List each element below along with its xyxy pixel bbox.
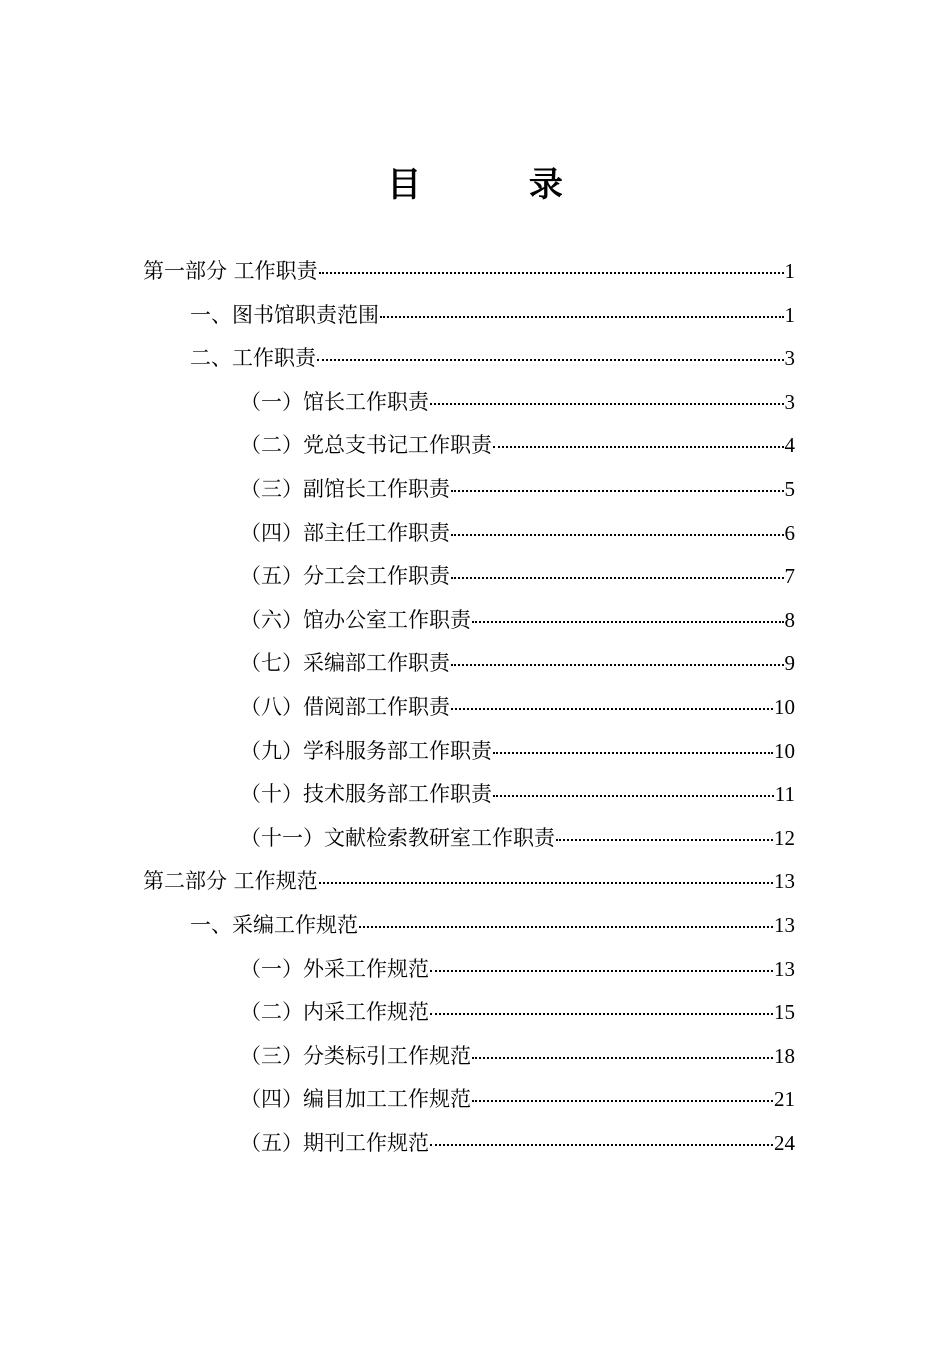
toc-entry-label: （三）副馆长工作职责 bbox=[240, 476, 450, 501]
toc-entry-page-number: 24 bbox=[774, 1130, 795, 1155]
toc-entry-label: 第二部分 工作规范 bbox=[143, 869, 318, 894]
toc-dot-leader bbox=[430, 995, 773, 1019]
toc-entry-label: 一、采编工作规范 bbox=[190, 912, 358, 937]
toc-entry-page-number: 1 bbox=[784, 302, 795, 327]
toc-entry-page-number: 21 bbox=[774, 1087, 795, 1112]
toc-entry-label: （八）借阅部工作职责 bbox=[240, 694, 450, 719]
toc-entry-label: （二）内采工作规范 bbox=[240, 1000, 429, 1025]
toc-entry-page-number: 10 bbox=[774, 694, 795, 719]
toc-entry[interactable] bbox=[0, 337, 950, 381]
toc-entry[interactable] bbox=[0, 512, 950, 556]
toc-entry-page-number: 8 bbox=[784, 607, 795, 632]
toc-entry[interactable] bbox=[0, 817, 950, 861]
page-title: 目 录 bbox=[387, 165, 611, 205]
toc-entry-label: 一、图书馆职责范围 bbox=[190, 302, 379, 327]
toc-entry[interactable] bbox=[0, 294, 950, 338]
toc-entry-page-number: 1 bbox=[784, 259, 795, 283]
toc-dot-leader bbox=[317, 341, 784, 365]
toc-dot-leader bbox=[319, 864, 773, 888]
toc-entry[interactable] bbox=[0, 1035, 950, 1079]
toc-dot-leader bbox=[451, 646, 784, 670]
toc-dot-leader bbox=[430, 385, 784, 409]
toc-dot-leader bbox=[493, 428, 784, 452]
toc-entry-label: 第一部分 工作职责 bbox=[143, 259, 318, 283]
toc-entry[interactable] bbox=[0, 250, 950, 294]
toc-entry[interactable] bbox=[0, 904, 950, 948]
toc-entry[interactable] bbox=[0, 860, 950, 904]
toc-dot-leader bbox=[430, 952, 773, 976]
toc-entry-label: （九）学科服务部工作职责 bbox=[240, 738, 492, 763]
table-of-contents bbox=[0, 250, 950, 1165]
toc-entry-page-number: 5 bbox=[784, 476, 795, 501]
toc-dot-leader bbox=[472, 1039, 773, 1063]
toc-dot-leader bbox=[472, 603, 784, 627]
toc-entry[interactable] bbox=[0, 599, 950, 643]
toc-entry-page-number: 4 bbox=[784, 433, 795, 458]
toc-entry-page-number: 9 bbox=[784, 651, 795, 676]
toc-entry-page-number: 13 bbox=[774, 912, 795, 937]
toc-entry-page-number: 3 bbox=[784, 389, 795, 414]
toc-entry[interactable] bbox=[0, 555, 950, 599]
toc-entry-label: （二）党总支书记工作职责 bbox=[240, 433, 492, 458]
toc-entry-label: （一）外采工作规范 bbox=[240, 956, 429, 981]
toc-entry-label: （五）期刊工作规范 bbox=[240, 1130, 429, 1155]
toc-entry-label: （四）部主任工作职责 bbox=[240, 520, 450, 545]
toc-entry-page-number: 12 bbox=[774, 825, 795, 850]
toc-dot-leader bbox=[451, 559, 784, 583]
toc-dot-leader bbox=[430, 1126, 773, 1150]
toc-entry[interactable] bbox=[0, 730, 950, 774]
toc-dot-leader bbox=[319, 254, 784, 278]
toc-entry-page-number: 6 bbox=[784, 520, 795, 545]
toc-entry-page-number: 15 bbox=[774, 1000, 795, 1025]
toc-dot-leader bbox=[556, 821, 773, 845]
toc-dot-leader bbox=[493, 777, 774, 801]
toc-entry-page-number: 13 bbox=[774, 869, 795, 894]
toc-entry-page-number: 18 bbox=[774, 1043, 795, 1068]
toc-dot-leader bbox=[451, 690, 773, 714]
toc-entry[interactable] bbox=[0, 424, 950, 468]
toc-entry[interactable] bbox=[0, 948, 950, 992]
toc-entry-label: （七）采编部工作职责 bbox=[240, 651, 450, 676]
toc-entry-page-number: 10 bbox=[774, 738, 795, 763]
toc-entry-label: （一）馆长工作职责 bbox=[240, 389, 429, 414]
toc-entry[interactable] bbox=[0, 381, 950, 425]
toc-entry-page-number: 7 bbox=[784, 564, 795, 589]
toc-entry-page-number: 3 bbox=[784, 346, 795, 371]
toc-entry[interactable] bbox=[0, 991, 950, 1035]
toc-dot-leader bbox=[451, 516, 784, 540]
toc-dot-leader bbox=[472, 1082, 773, 1106]
toc-entry[interactable] bbox=[0, 686, 950, 730]
toc-entry-label: （三）分类标引工作规范 bbox=[240, 1043, 471, 1068]
toc-entry-label: （六）馆办公室工作职责 bbox=[240, 607, 471, 632]
toc-entry-label: （四）编目加工工作规范 bbox=[240, 1087, 471, 1112]
toc-dot-leader bbox=[359, 908, 773, 932]
toc-entry[interactable] bbox=[0, 1078, 950, 1122]
toc-entry[interactable] bbox=[0, 468, 950, 512]
toc-dot-leader bbox=[451, 472, 784, 496]
toc-entry-page-number: 13 bbox=[774, 956, 795, 981]
toc-entry-label: （十一）文献检索教研室工作职责 bbox=[240, 825, 555, 850]
toc-entry-label: （五）分工会工作职责 bbox=[240, 564, 450, 589]
toc-entry-label: （十）技术服务部工作职责 bbox=[240, 782, 492, 807]
toc-entry[interactable] bbox=[0, 642, 950, 686]
toc-entry-label: 二、工作职责 bbox=[190, 346, 316, 371]
toc-entry-page-number: 11 bbox=[774, 782, 795, 807]
toc-entry[interactable] bbox=[0, 1122, 950, 1166]
toc-dot-leader bbox=[493, 734, 773, 758]
toc-dot-leader bbox=[380, 298, 784, 322]
toc-entry[interactable] bbox=[0, 773, 950, 817]
